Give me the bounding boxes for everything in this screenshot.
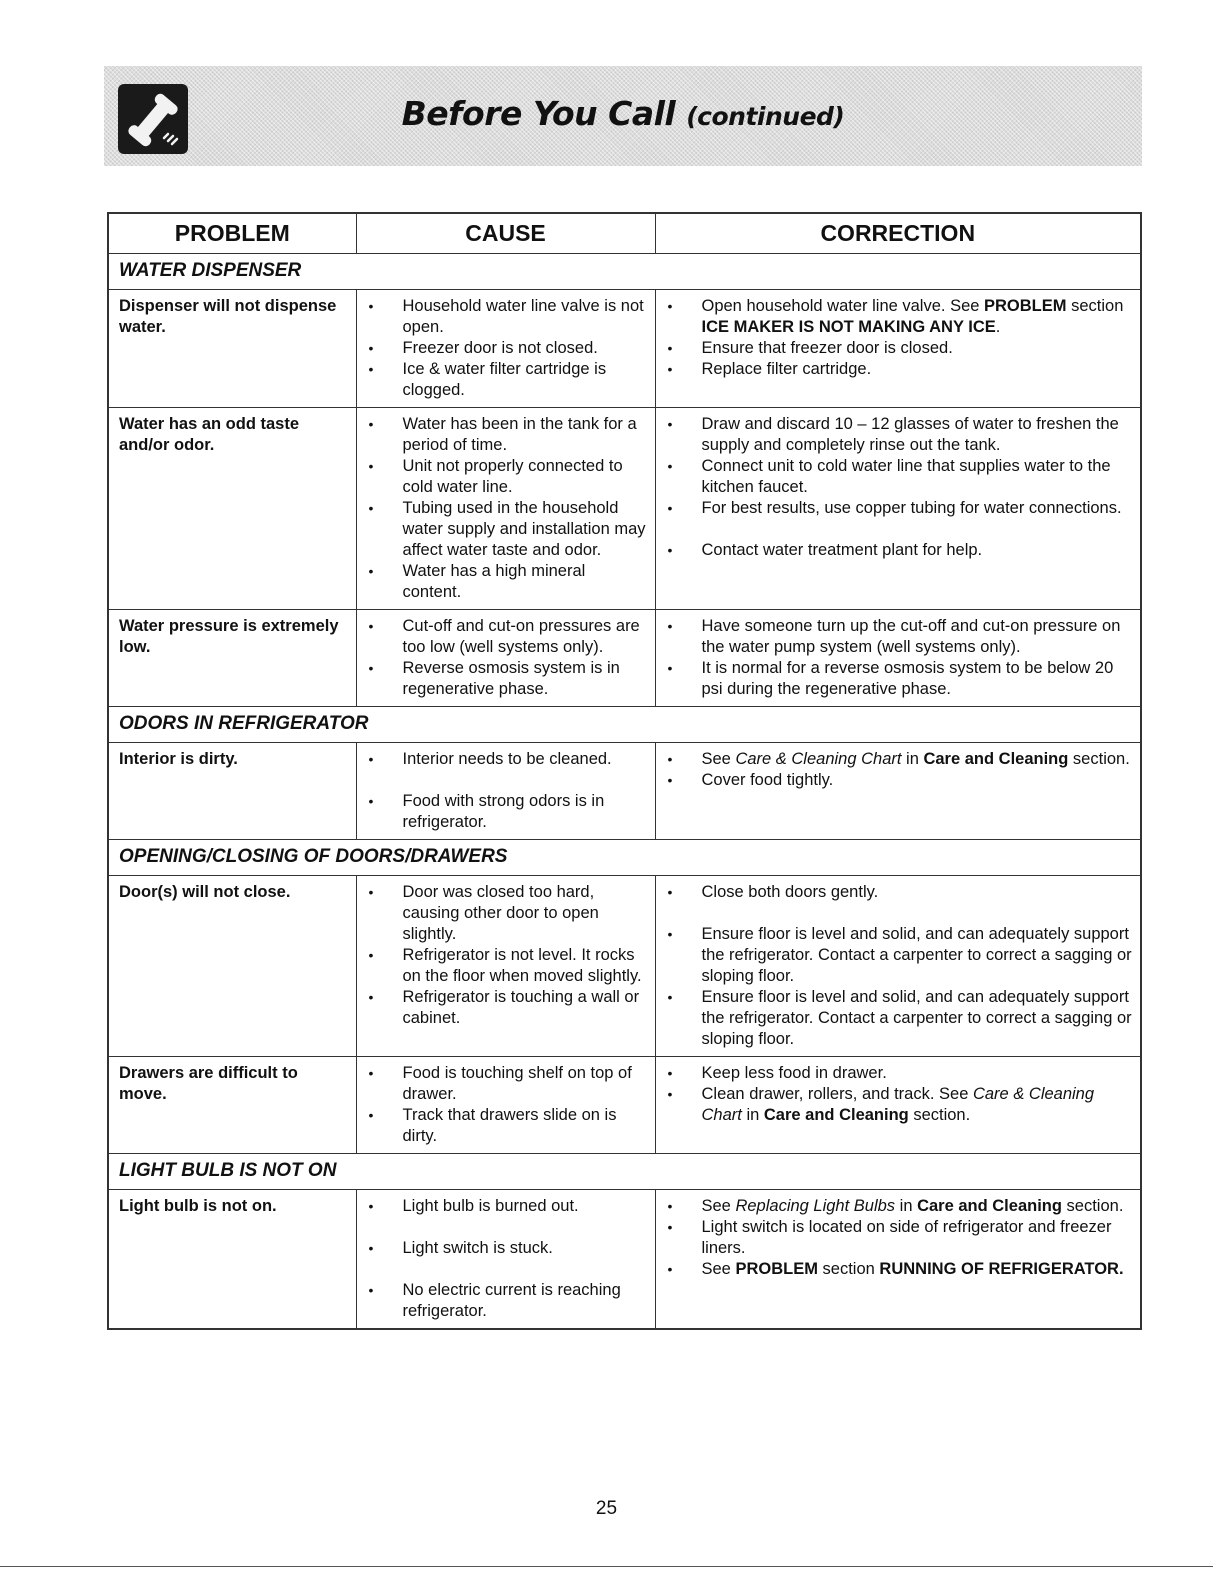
correction-text: Keep less food in drawer. <box>701 1064 887 1082</box>
italic-text: Care & Cleaning Chart <box>701 1085 1095 1124</box>
correction-text: section <box>817 1260 880 1278</box>
correction-item <box>664 1084 1135 1126</box>
cause-item: • Freezer door is not closed. <box>365 338 649 359</box>
cause-list <box>365 1063 649 1147</box>
cause-item: • Refrigerator is touching a wall or cabinet. <box>365 987 649 1029</box>
correction-item <box>664 1217 1135 1259</box>
table-body <box>108 254 1141 1330</box>
cause-cell <box>356 1057 655 1154</box>
problem-cell: Interior is dirty. <box>108 743 356 840</box>
correction-text: section. <box>1068 750 1130 768</box>
correction-item <box>664 338 1135 359</box>
bold-text: PROBLEM <box>984 297 1067 315</box>
correction-list <box>664 749 1135 791</box>
problem-cell: Dispenser will not dispense water. <box>108 290 356 408</box>
correction-text: See <box>701 1197 736 1215</box>
correction-list <box>664 1196 1135 1280</box>
correction-cell <box>655 610 1141 707</box>
bold-text: Care and Cleaning <box>763 1106 909 1124</box>
cause-item: • Cut-off and cut-on pressures are too low (well systems only). <box>365 616 649 658</box>
table-row <box>108 290 1141 408</box>
cause-item: • Food is touching shelf on top of drawer. <box>365 1063 649 1105</box>
cause-list <box>365 616 649 700</box>
correction-item <box>664 414 1135 456</box>
correction-text: in <box>895 1197 918 1215</box>
cause-item: • Tubing used in the household water supply and installation may affect water taste and odor. <box>365 498 649 561</box>
italic-text: Care & Cleaning Chart <box>735 750 902 768</box>
correction-list <box>664 296 1135 380</box>
correction-item <box>664 1196 1135 1217</box>
section-title: OPENING/CLOSING OF DOORS/DRAWERS <box>108 840 1141 876</box>
correction-list <box>664 616 1135 700</box>
cause-cell <box>356 743 655 840</box>
correction-text: Ensure that freezer door is closed. <box>701 339 953 357</box>
cause-item: • Food with strong odors is in refrigerator. <box>365 791 649 833</box>
correction-text: Light switch is located on side of refrigerator and freezer liners. <box>701 1218 1112 1257</box>
bold-text: RUNNING OF REFRIGERATOR. <box>879 1260 1124 1278</box>
correction-text: Ensure floor is level and solid, and can adequately support the refrigerator. Contact a carpenter to correct a sagging or sloping floor. <box>701 988 1132 1048</box>
correction-item <box>664 616 1135 658</box>
cause-item: • Light bulb is burned out. <box>365 1196 649 1217</box>
cause-cell <box>356 610 655 707</box>
correction-text: in <box>901 750 924 768</box>
cause-item: • Household water line valve is not open. <box>365 296 649 338</box>
problem-cell: Water has an odd taste and/or odor. <box>108 408 356 610</box>
correction-cell <box>655 1057 1141 1154</box>
cause-list <box>365 882 649 1029</box>
page-subtitle: (continued) <box>686 102 845 131</box>
bold-text: PROBLEM <box>735 1260 818 1278</box>
cause-item: • Reverse osmosis system is in regenerative phase. <box>365 658 649 700</box>
correction-text: Contact water treatment plant for help. <box>701 541 983 559</box>
cause-item: • Ice & water filter cartridge is clogged. <box>365 359 649 401</box>
column-header-correction: CORRECTION <box>655 213 1141 254</box>
correction-item <box>664 456 1135 498</box>
section-row <box>108 707 1141 743</box>
correction-item <box>664 987 1135 1050</box>
table-row <box>108 743 1141 840</box>
correction-text: Replace filter cartridge. <box>701 360 872 378</box>
correction-cell <box>655 408 1141 610</box>
section-row <box>108 254 1141 290</box>
table-row <box>108 610 1141 707</box>
cause-item: • Door was closed too hard, causing other door to open slightly. <box>365 882 649 945</box>
table-header-row <box>108 213 1141 254</box>
correction-cell <box>655 1190 1141 1330</box>
page-title: Before You Call (continued) <box>401 94 845 133</box>
header-banner <box>104 66 1142 166</box>
cause-cell <box>356 290 655 408</box>
page-number: 25 <box>595 1498 618 1519</box>
correction-cell <box>655 876 1141 1057</box>
correction-item <box>664 359 1135 380</box>
section-row <box>108 1154 1141 1190</box>
table-row <box>108 876 1141 1057</box>
italic-text: Replacing Light Bulbs <box>735 1197 896 1215</box>
problem-cell: Water pressure is extremely low. <box>108 610 356 707</box>
cause-item: • Unit not properly connected to cold water line. <box>365 456 649 498</box>
column-header-problem: PROBLEM <box>108 213 356 254</box>
cause-item: • Interior needs to be cleaned. <box>365 749 649 770</box>
cause-list <box>365 414 649 603</box>
correction-item <box>664 1063 1135 1084</box>
correction-text: Have someone turn up the cut-off and cut-on pressure on the water pump system (well systems only). <box>701 617 1121 656</box>
cause-list <box>365 1196 649 1322</box>
correction-item <box>664 749 1135 770</box>
correction-text: section. <box>908 1106 971 1124</box>
correction-cell <box>655 743 1141 840</box>
table-row <box>108 1057 1141 1154</box>
bold-text: Care and Cleaning <box>917 1197 1062 1215</box>
correction-text: Connect unit to cold water line that supplies water to the kitchen faucet. <box>701 457 1111 496</box>
correction-item <box>664 498 1135 519</box>
correction-list <box>664 414 1135 561</box>
correction-text: For best results, use copper tubing for water connections. <box>701 499 1122 517</box>
correction-text: Open household water line valve. See <box>701 297 985 315</box>
correction-item <box>664 658 1135 700</box>
problem-cell: Drawers are difficult to move. <box>108 1057 356 1154</box>
correction-item <box>664 770 1135 791</box>
correction-item <box>664 296 1135 338</box>
column-header-cause: CAUSE <box>356 213 655 254</box>
correction-text: See <box>701 1260 736 1278</box>
correction-text: section <box>1066 297 1124 315</box>
problem-cell: Door(s) will not close. <box>108 876 356 1057</box>
cause-item: • Water has been in the tank for a period of time. <box>365 414 649 456</box>
cause-cell <box>356 408 655 610</box>
section-row <box>108 840 1141 876</box>
correction-item <box>664 1259 1135 1280</box>
section-title: ODORS IN REFRIGERATOR <box>108 707 1141 743</box>
correction-text: See <box>701 750 736 768</box>
correction-item <box>664 540 1135 561</box>
troubleshooting-table <box>107 212 1142 1330</box>
correction-item <box>664 924 1135 987</box>
cause-list <box>365 749 649 833</box>
table-row <box>108 408 1141 610</box>
correction-text: Draw and discard 10 – 12 glasses of water to freshen the supply and completely rinse out the tank. <box>701 415 1119 454</box>
problem-cell: Light bulb is not on. <box>108 1190 356 1330</box>
table-row <box>108 1190 1141 1330</box>
cause-cell <box>356 876 655 1057</box>
correction-item <box>664 882 1135 903</box>
correction-list <box>664 882 1135 1050</box>
bold-text: ICE MAKER IS NOT MAKING ANY ICE <box>701 318 996 336</box>
cause-item: • Refrigerator is not level. It rocks on the floor when moved slightly. <box>365 945 649 987</box>
cause-cell <box>356 1190 655 1330</box>
cause-item: • Light switch is stuck. <box>365 1238 649 1259</box>
cause-item: • Water has a high mineral content. <box>365 561 649 603</box>
correction-text: . <box>995 318 1001 336</box>
section-title: LIGHT BULB IS NOT ON <box>108 1154 1141 1190</box>
correction-text: Cover food tightly. <box>701 771 834 789</box>
correction-list <box>664 1063 1135 1126</box>
correction-text: It is normal for a reverse osmosis system to be below 20 psi during the regenerative phase. <box>701 659 1114 698</box>
correction-cell <box>655 290 1141 408</box>
correction-text: Close both doors gently. <box>701 883 879 901</box>
bold-text: Care and Cleaning <box>923 750 1069 768</box>
correction-text: section. <box>1061 1197 1124 1215</box>
correction-text: in <box>741 1106 764 1124</box>
cause-item: • Track that drawers slide on is dirty. <box>365 1105 649 1147</box>
section-title: WATER DISPENSER <box>108 254 1141 290</box>
bottom-rule <box>0 1566 1213 1567</box>
correction-text: Clean drawer, rollers, and track. See <box>701 1085 973 1103</box>
cause-item: • No electric current is reaching refrigerator. <box>365 1280 649 1322</box>
correction-text: Ensure floor is level and solid, and can adequately support the refrigerator. Contact a carpenter to correct a sagging or sloping floor. <box>701 925 1132 985</box>
cause-list <box>365 296 649 401</box>
